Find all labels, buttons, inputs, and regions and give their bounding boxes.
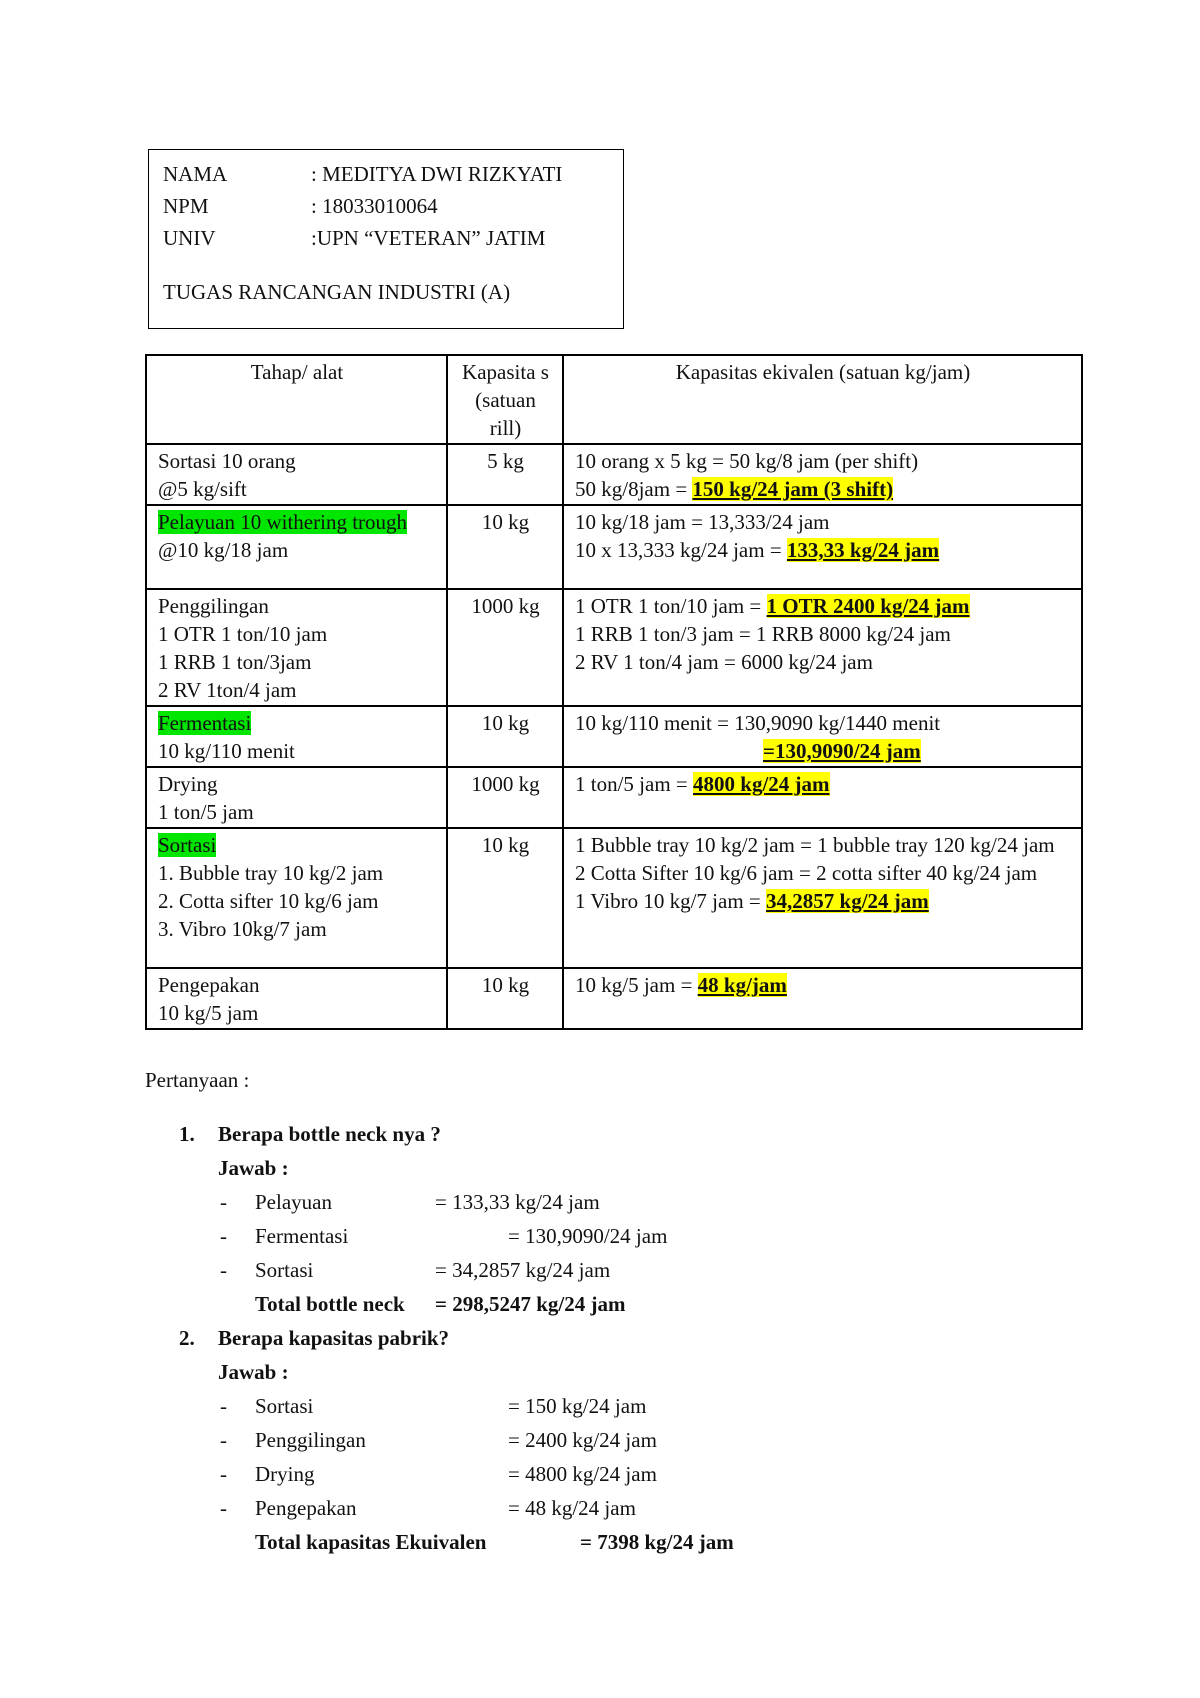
total-value: = 7398 kg/24 jam bbox=[580, 1530, 734, 1554]
header-equivalent: Kapasitas ekivalen (satuan kg/jam) bbox=[563, 355, 1082, 444]
equivalent-text: 1 Vibro 10 kg/7 jam = bbox=[575, 889, 767, 913]
equivalent-cell bbox=[563, 828, 1082, 968]
highlighted-stage: Pelayuan 10 withering trough bbox=[158, 510, 408, 534]
stage-line: @10 kg/18 jam bbox=[158, 538, 289, 562]
stage-line: 3. Vibro 10kg/7 jam bbox=[158, 917, 327, 941]
answer-value: = 150 kg/24 jam bbox=[508, 1394, 647, 1418]
equivalent-line: 10 kg/18 jam = 13,333/24 jam bbox=[575, 510, 830, 534]
stage-line: 2. Cotta sifter 10 kg/6 jam bbox=[158, 889, 379, 913]
answer-value: = 4800 kg/24 jam bbox=[508, 1462, 657, 1486]
questions-section bbox=[145, 1063, 1145, 1559]
answer-name: Penggilingan bbox=[255, 1428, 366, 1452]
stage-cell bbox=[146, 589, 447, 706]
identity-label: NAMA bbox=[163, 162, 228, 186]
equivalent-line bbox=[575, 887, 1071, 915]
identity-value: : MEDITYA DWI RIZKYATI bbox=[311, 162, 563, 186]
capacity-cell: 1000 kg bbox=[447, 589, 563, 706]
total-value: = 298,5247 kg/24 jam bbox=[435, 1292, 626, 1316]
identity-label: NPM bbox=[163, 194, 209, 218]
stage-line: 2 RV 1ton/4 jam bbox=[158, 678, 297, 702]
assignment-title: TUGAS RANCANGAN INDUSTRI (A) bbox=[163, 280, 511, 304]
equivalent-line bbox=[575, 592, 1071, 620]
list-dash: - bbox=[220, 1428, 227, 1452]
answer-item bbox=[145, 1423, 1145, 1457]
answer-name: Pelayuan bbox=[255, 1190, 332, 1214]
stage-line: Sortasi 10 orang bbox=[158, 449, 296, 473]
answer-label: Jawab : bbox=[218, 1156, 289, 1180]
stage-line: Pengepakan bbox=[158, 973, 260, 997]
answer-total bbox=[145, 1287, 1145, 1321]
identity-row-npm bbox=[163, 190, 609, 222]
stage-cell bbox=[146, 444, 447, 505]
highlighted-result: 48 kg/jam bbox=[697, 973, 787, 997]
answer-item bbox=[145, 1219, 1145, 1253]
equivalent-line bbox=[575, 475, 1071, 503]
stage-line: Penggilingan bbox=[158, 594, 269, 618]
total-label: Total bottle neck bbox=[255, 1292, 405, 1316]
stage-cell bbox=[146, 706, 447, 767]
questions-label: Pertanyaan : bbox=[145, 1068, 250, 1092]
answer-value: = 2400 kg/24 jam bbox=[508, 1428, 657, 1452]
stage-line: 10 kg/5 jam bbox=[158, 1001, 259, 1025]
answer-item bbox=[145, 1491, 1145, 1525]
stage-line: 1 ton/5 jam bbox=[158, 800, 254, 824]
equivalent-text: 1 ton/5 jam = bbox=[575, 772, 694, 796]
identity-label: UNIV bbox=[163, 226, 216, 250]
highlighted-stage: Fermentasi bbox=[158, 711, 252, 735]
question-number: 2. bbox=[179, 1326, 195, 1350]
header-stage: Tahap/ alat bbox=[146, 355, 447, 444]
stage-line: 10 kg/110 menit bbox=[158, 739, 295, 763]
highlighted-stage: Sortasi bbox=[158, 833, 217, 857]
table-header-row bbox=[146, 355, 1082, 444]
equivalent-text: 1 OTR 1 ton/10 jam = bbox=[575, 594, 767, 618]
capacity-cell: 10 kg bbox=[447, 505, 563, 589]
answer-name: Sortasi bbox=[255, 1394, 314, 1418]
table-row bbox=[146, 968, 1082, 1029]
highlighted-result: =130,9090/24 jam bbox=[763, 739, 921, 763]
equivalent-line: 10 orang x 5 kg = 50 kg/8 jam (per shift) bbox=[575, 449, 919, 473]
equivalent-cell bbox=[563, 505, 1082, 589]
highlighted-result: 150 kg/24 jam (3 shift) bbox=[692, 477, 894, 501]
answer-value: = 48 kg/24 jam bbox=[508, 1496, 636, 1520]
equivalent-cell bbox=[563, 589, 1082, 706]
equivalent-line bbox=[575, 770, 1071, 798]
answer-total bbox=[145, 1525, 1145, 1559]
equivalent-cell bbox=[563, 767, 1082, 828]
capacity-cell: 1000 kg bbox=[447, 767, 563, 828]
answer-name: Sortasi bbox=[255, 1258, 314, 1282]
list-dash: - bbox=[220, 1224, 227, 1248]
list-dash: - bbox=[220, 1394, 227, 1418]
question-text: Berapa bottle neck nya ? bbox=[218, 1122, 441, 1146]
stage-line: 1 OTR 1 ton/10 jam bbox=[158, 622, 328, 646]
identity-row-univ bbox=[163, 222, 609, 254]
stage-line: Drying bbox=[158, 772, 218, 796]
equivalent-text: 10 x 13,333 kg/24 jam = bbox=[575, 538, 787, 562]
stage-cell bbox=[146, 505, 447, 589]
highlighted-result: 34,2857 kg/24 jam bbox=[766, 889, 929, 913]
list-dash: - bbox=[220, 1258, 227, 1282]
equivalent-line: 1 RRB 1 ton/3 jam = 1 RRB 8000 kg/24 jam bbox=[575, 622, 951, 646]
identity-value: :UPN “VETERAN” JATIM bbox=[311, 226, 546, 250]
equivalent-line: 2 RV 1 ton/4 jam = 6000 kg/24 jam bbox=[575, 650, 873, 674]
equivalent-text: 50 kg/8jam = bbox=[575, 477, 693, 501]
table-row bbox=[146, 505, 1082, 589]
capacity-cell: 5 kg bbox=[447, 444, 563, 505]
table-row bbox=[146, 767, 1082, 828]
stage-line: 1 RRB 1 ton/3jam bbox=[158, 650, 312, 674]
answer-value: = 34,2857 kg/24 jam bbox=[435, 1258, 611, 1282]
table-row bbox=[146, 444, 1082, 505]
equivalent-line bbox=[575, 737, 1071, 765]
stage-cell bbox=[146, 828, 447, 968]
capacity-cell: 10 kg bbox=[447, 706, 563, 767]
equivalent-cell bbox=[563, 968, 1082, 1029]
equivalent-line bbox=[575, 536, 1071, 564]
answer-name: Fermentasi bbox=[255, 1224, 349, 1248]
equivalent-line: 2 Cotta Sifter 10 kg/6 jam = 2 cotta sifter 40 kg/24 jam bbox=[575, 861, 1038, 885]
stage-line: @5 kg/sift bbox=[158, 477, 247, 501]
question-text: Berapa kapasitas pabrik? bbox=[218, 1326, 450, 1350]
answer-item bbox=[145, 1457, 1145, 1491]
answer-item bbox=[145, 1185, 1145, 1219]
identity-value: : 18033010064 bbox=[311, 194, 438, 218]
identity-box bbox=[148, 149, 624, 329]
identity-row-name bbox=[163, 158, 609, 190]
answer-name: Pengepakan bbox=[255, 1496, 357, 1520]
answer-item bbox=[145, 1389, 1145, 1423]
total-label: Total kapasitas Ekuivalen bbox=[255, 1530, 487, 1554]
stage-cell bbox=[146, 767, 447, 828]
answer-value: = 133,33 kg/24 jam bbox=[435, 1190, 600, 1214]
table-row bbox=[146, 706, 1082, 767]
header-capacity: Kapasita s (satuan rill) bbox=[447, 355, 563, 444]
stage-cell bbox=[146, 968, 447, 1029]
capacity-cell: 10 kg bbox=[447, 828, 563, 968]
capacity-cell: 10 kg bbox=[447, 968, 563, 1029]
highlighted-result: 133,33 kg/24 jam bbox=[786, 538, 940, 562]
table-row bbox=[146, 589, 1082, 706]
list-dash: - bbox=[220, 1462, 227, 1486]
answer-value: = 130,9090/24 jam bbox=[508, 1224, 668, 1248]
question-1 bbox=[145, 1117, 1145, 1185]
equivalent-line: 10 kg/110 menit = 130,9090 kg/1440 menit bbox=[575, 711, 941, 735]
equivalent-line bbox=[575, 971, 1071, 999]
equivalent-text: 10 kg/5 jam = bbox=[575, 973, 698, 997]
capacity-table bbox=[145, 354, 1083, 1030]
highlighted-result: 4800 kg/24 jam bbox=[693, 772, 830, 796]
table-row bbox=[146, 828, 1082, 968]
question-number: 1. bbox=[179, 1122, 195, 1146]
question-2 bbox=[145, 1321, 1145, 1389]
answer-label: Jawab : bbox=[218, 1360, 289, 1384]
stage-line: 1. Bubble tray 10 kg/2 jam bbox=[158, 861, 384, 885]
list-dash: - bbox=[220, 1496, 227, 1520]
list-dash: - bbox=[220, 1190, 227, 1214]
equivalent-line: 1 Bubble tray 10 kg/2 jam = 1 bubble tray 120 kg/24 jam bbox=[575, 833, 1055, 857]
answer-item bbox=[145, 1253, 1145, 1287]
answer-name: Drying bbox=[255, 1462, 315, 1486]
highlighted-result: 1 OTR 2400 kg/24 jam bbox=[766, 594, 970, 618]
equivalent-cell bbox=[563, 444, 1082, 505]
equivalent-cell bbox=[563, 706, 1082, 767]
